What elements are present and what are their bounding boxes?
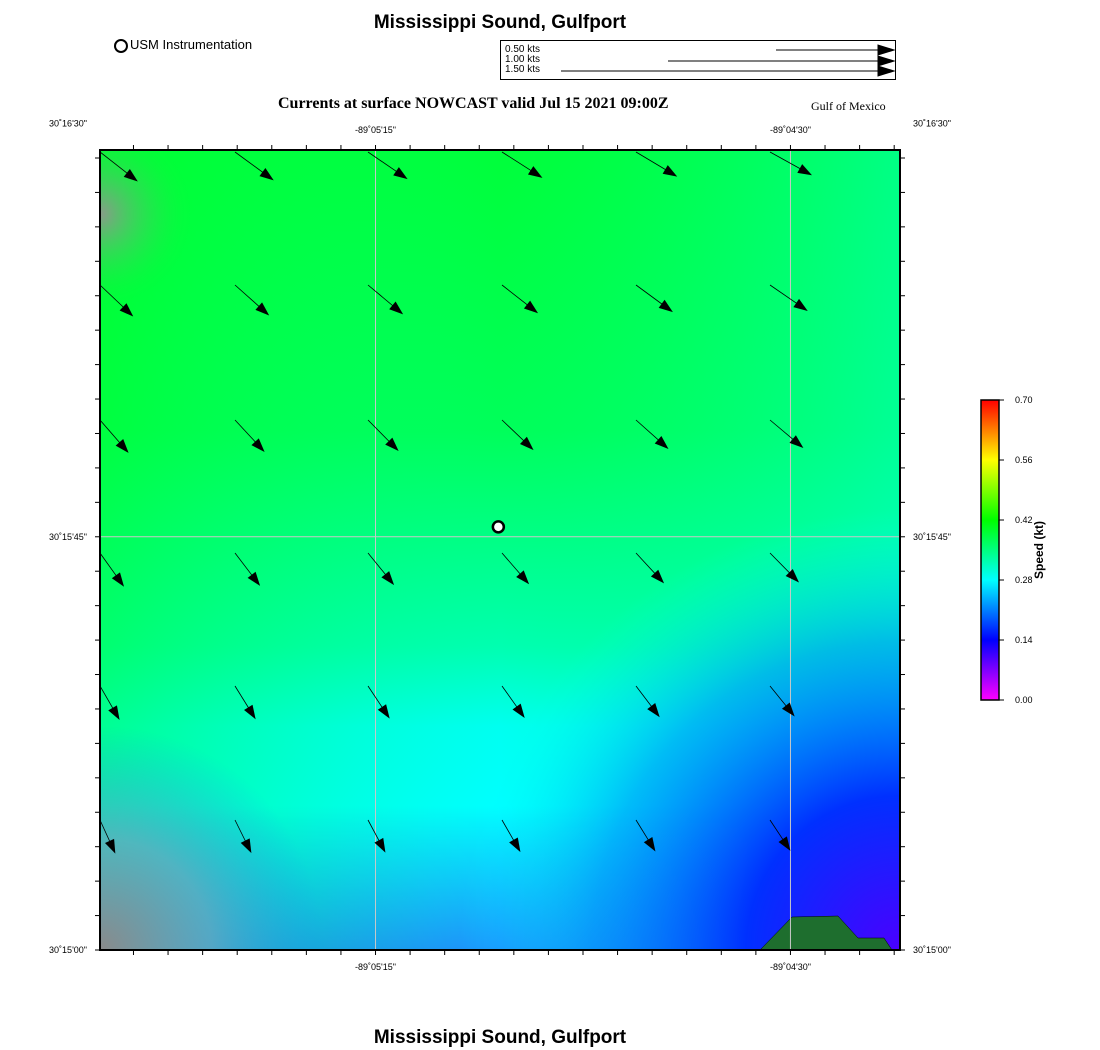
station-marker-icon: [493, 521, 504, 532]
colorbar-tick-label: 0.28: [1015, 575, 1033, 585]
longitude-label-bottom: -89˚05'15": [355, 962, 396, 972]
colorbar-tick-label: 0.56: [1015, 455, 1033, 465]
reference-label-100: 1.00 kts: [505, 54, 541, 65]
station-legend-label: USM Instrumentation: [130, 37, 253, 52]
colorbar-tick-label: 0.14: [1015, 635, 1033, 645]
latitude-label-left: 30˚16'30": [49, 118, 87, 129]
station-marker: [493, 521, 504, 532]
latitude-label-left: 30˚15'45": [49, 531, 87, 542]
longitude-label-bottom: -89˚04'30": [769, 962, 811, 972]
colorbar-tick-label: 0.70: [1015, 395, 1033, 405]
colorbar-ticks: [999, 395, 1033, 705]
latitude-label-left: 30˚15'00": [49, 945, 87, 955]
latitude-label-right: 30˚16'30": [913, 118, 951, 129]
longitude-label-top: -89˚05'15": [355, 125, 396, 135]
region-label: Gulf of Mexico: [811, 99, 886, 113]
colorbar-tick-label: 0.00: [1015, 695, 1033, 705]
colorbar-scale: [981, 400, 999, 700]
latitude-label-right: 30˚15'45": [913, 531, 951, 542]
speed-colorbar: [960, 390, 1100, 720]
map-title: Mississippi Sound, Gulfport: [373, 12, 627, 33]
footer-title: Mississippi Sound, Gulfport: [373, 1027, 627, 1048]
reference-label-150: 1.50 kts: [505, 64, 541, 75]
speed-field-northwest: [100, 150, 900, 950]
latitude-label-right: 30˚15'00": [913, 945, 951, 955]
map-subtitle: Currents at surface NOWCAST valid Jul 15 2021 09:00Z: [278, 95, 669, 112]
colorbar-tick-label: 0.42: [1015, 515, 1033, 525]
longitude-label-top: -89˚04'30": [769, 125, 811, 135]
colorbar-label: Speed (kt): [1032, 520, 1046, 580]
reference-label-050: 0.50 kts: [505, 44, 541, 55]
